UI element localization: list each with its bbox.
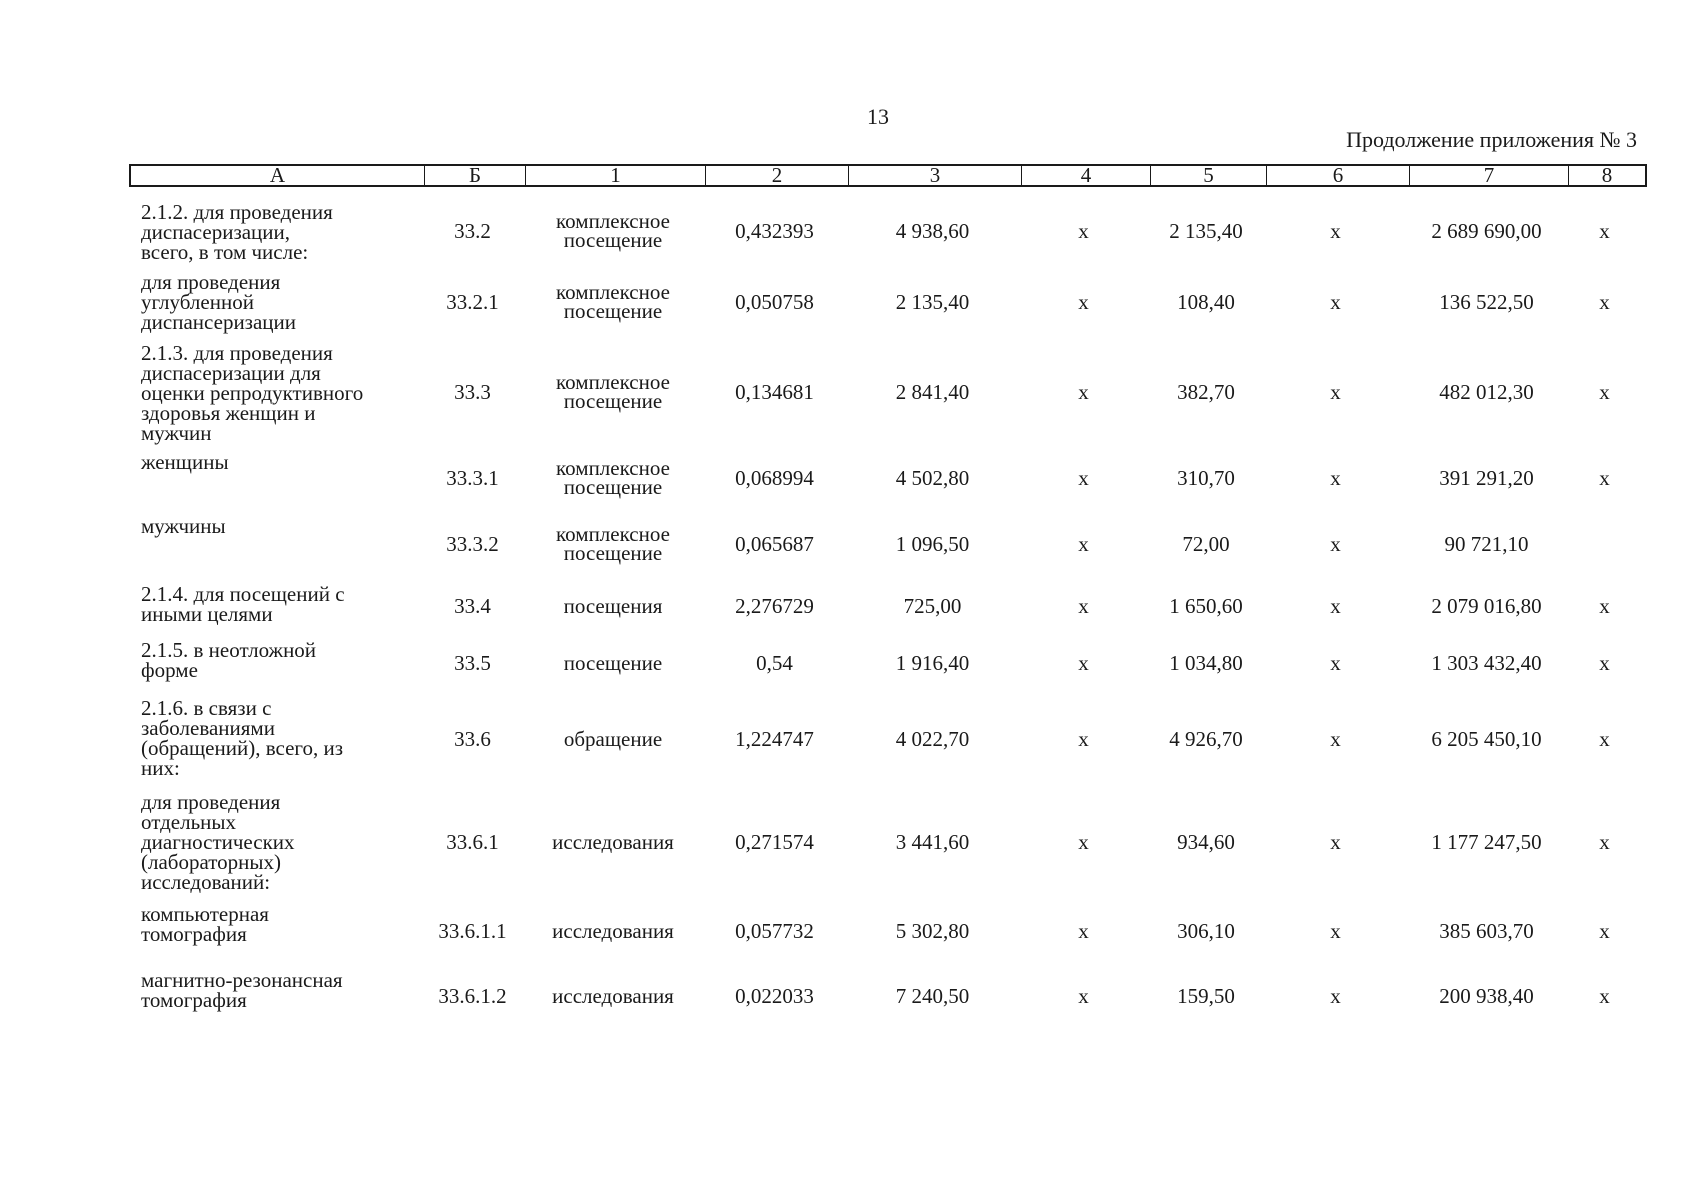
row-unit: комплексное посещение — [556, 369, 670, 413]
row-col6: х — [1330, 984, 1341, 1008]
row-col7: 2 689 690,00 — [1431, 219, 1542, 243]
row-col8: х — [1599, 727, 1610, 751]
row-col3: 2 135,40 — [895, 289, 970, 314]
row-unit: посещение — [563, 650, 663, 675]
header-cell-2: 2 — [705, 166, 848, 185]
row-col8: х — [1599, 651, 1610, 675]
table-row — [129, 510, 1647, 578]
row-col4: х — [1078, 219, 1089, 243]
row-col8: х — [1599, 830, 1610, 854]
row-col2: 0,54 — [756, 651, 793, 675]
row-name: мужчины — [141, 514, 226, 538]
header-cell-1: 1 — [525, 166, 705, 185]
row-col2: 0,271574 — [735, 830, 814, 854]
row-col6: х — [1330, 289, 1341, 314]
row-name: 2.1.2. для проведения диспасеризации, всего, в том числе: — [141, 200, 333, 264]
row-col5: 2 135,40 — [1169, 219, 1243, 243]
row-col5: 1 034,80 — [1169, 651, 1243, 675]
row-col5: 310,70 — [1177, 466, 1235, 490]
row-unit: посещения — [563, 593, 663, 618]
row-col7: 391 291,20 — [1439, 466, 1534, 490]
row-col8: х — [1599, 219, 1610, 243]
row-col5: 72,00 — [1182, 532, 1230, 556]
table-row — [129, 786, 1647, 898]
row-name: 2.1.6. в связи с заболеваниями (обращений), всего, из них: — [141, 696, 344, 780]
table-row — [129, 578, 1647, 634]
row-col2: 1,224747 — [735, 727, 814, 751]
row-col3: 4 022,70 — [895, 727, 970, 751]
row-code: 33.3.2 — [446, 532, 499, 556]
row-col8: х — [1599, 466, 1610, 490]
row-name: для проведения углубленной диспансеризации — [141, 270, 297, 334]
row-col3: 5 302,80 — [895, 919, 970, 943]
table-row — [129, 196, 1647, 266]
header-cell-5: 5 — [1150, 166, 1266, 185]
row-col3: 1 916,40 — [895, 651, 970, 675]
table-row — [129, 337, 1647, 446]
row-col5: 159,50 — [1177, 984, 1235, 1008]
row-col6: х — [1330, 727, 1341, 751]
row-col4: х — [1078, 651, 1089, 675]
table-row — [129, 634, 1647, 692]
row-code: 33.6 — [454, 727, 491, 751]
row-col8: х — [1599, 379, 1610, 404]
row-col7: 1 177 247,50 — [1431, 830, 1542, 854]
table-row — [129, 266, 1647, 337]
row-unit: комплексное посещение — [556, 279, 670, 323]
row-col4: х — [1078, 919, 1089, 943]
row-code: 33.2.1 — [446, 289, 499, 314]
table-row — [129, 692, 1647, 786]
row-col5: 108,40 — [1177, 289, 1235, 314]
row-col7: 6 205 450,10 — [1431, 727, 1542, 751]
row-col8: х — [1599, 594, 1610, 618]
row-name: 2.1.3. для проведения диспасеризации для оценки репродуктивного здоровья женщин и мужчин — [141, 341, 364, 445]
row-col4: х — [1078, 727, 1089, 751]
row-unit: обращение — [563, 726, 663, 751]
row-col4: х — [1078, 984, 1089, 1008]
row-col2: 0,134681 — [735, 379, 814, 404]
row-col4: х — [1078, 379, 1089, 404]
row-col7: 200 938,40 — [1439, 984, 1534, 1008]
row-col3: 1 096,50 — [895, 532, 970, 556]
row-col2: 2,276729 — [735, 594, 814, 618]
row-name: магнитно-резонансная томография — [141, 968, 343, 1012]
row-code: 33.3 — [454, 379, 491, 404]
row-name: женщины — [141, 450, 229, 474]
row-name: компьютерная томография — [141, 902, 269, 946]
row-code: 33.6.1.2 — [438, 984, 507, 1008]
row-col2: 0,068994 — [735, 466, 814, 490]
row-col5: 934,60 — [1177, 830, 1235, 854]
row-col2: 0,022033 — [735, 984, 814, 1008]
row-col3: 725,00 — [903, 594, 962, 618]
row-col6: х — [1330, 379, 1341, 404]
row-unit: исследования — [552, 829, 674, 854]
row-col2: 0,050758 — [735, 289, 814, 314]
row-col4: х — [1078, 289, 1089, 314]
row-code: 33.5 — [454, 651, 491, 675]
row-col6: х — [1330, 219, 1341, 243]
row-code: 33.3.1 — [446, 466, 499, 490]
row-col2: 0,432393 — [735, 219, 814, 243]
page-number: 13 — [867, 104, 889, 129]
header-cell-3: 3 — [848, 166, 1021, 185]
row-col4: х — [1078, 830, 1089, 854]
row-unit: комплексное посещение — [556, 522, 670, 565]
row-col3: 4 938,60 — [895, 219, 970, 243]
row-col3: 7 240,50 — [895, 984, 970, 1008]
row-col5: 4 926,70 — [1169, 727, 1243, 751]
table-header — [129, 164, 1647, 187]
row-col6: х — [1330, 919, 1341, 943]
row-code: 33.2 — [454, 219, 491, 243]
row-col3: 3 441,60 — [895, 830, 970, 854]
row-unit: комплексное посещение — [556, 209, 670, 252]
row-col4: х — [1078, 532, 1089, 556]
row-col7: 1 303 432,40 — [1431, 651, 1542, 675]
row-code: 33.6.1 — [446, 830, 499, 854]
row-col7: 385 603,70 — [1439, 919, 1534, 943]
row-col5: 306,10 — [1177, 919, 1235, 943]
row-col6: х — [1330, 532, 1341, 556]
row-col2: 0,065687 — [735, 532, 814, 556]
row-col6: х — [1330, 594, 1341, 618]
row-unit: комплексное посещение — [556, 456, 670, 499]
row-col6: х — [1330, 830, 1341, 854]
row-col5: 382,70 — [1177, 379, 1235, 404]
row-name: 2.1.5. в неотложной форме — [141, 638, 317, 682]
header-cell-b: Б — [424, 166, 525, 185]
row-col8: х — [1599, 289, 1610, 314]
appendix-note: Продолжение приложения № 3 — [1346, 127, 1637, 152]
row-col4: х — [1078, 466, 1089, 490]
row-col7: 2 079 016,80 — [1431, 594, 1542, 618]
row-col3: 4 502,80 — [895, 466, 970, 490]
row-col4: х — [1078, 594, 1089, 618]
row-col6: х — [1330, 651, 1341, 675]
table-row — [129, 964, 1647, 1028]
row-col7: 90 721,10 — [1444, 532, 1529, 556]
row-name: для проведения отдельных диагностических (лабораторных) исследований: — [141, 790, 295, 894]
row-unit: исследования — [552, 918, 674, 943]
table-row — [129, 446, 1647, 510]
header-cell-4: 4 — [1021, 166, 1150, 185]
row-unit: исследования — [552, 983, 674, 1008]
row-col5: 1 650,60 — [1169, 594, 1243, 618]
header-cell-7: 7 — [1409, 166, 1568, 185]
table-body — [129, 196, 1647, 1028]
row-name: 2.1.4. для посещений с иными целями — [141, 582, 345, 626]
row-code: 33.6.1.1 — [438, 919, 507, 943]
header-cell-a: А — [269, 166, 286, 185]
header-cell-6: 6 — [1266, 166, 1409, 185]
row-col3: 2 841,40 — [895, 379, 970, 404]
row-col7: 482 012,30 — [1439, 379, 1534, 404]
row-col6: х — [1330, 466, 1341, 490]
row-col2: 0,057732 — [735, 919, 814, 943]
row-col8: х — [1599, 919, 1610, 943]
table-row — [129, 898, 1647, 964]
header-cell-8: 8 — [1568, 166, 1645, 185]
row-col8: х — [1599, 984, 1610, 1008]
row-col7: 136 522,50 — [1439, 289, 1534, 314]
row-code: 33.4 — [454, 594, 491, 618]
